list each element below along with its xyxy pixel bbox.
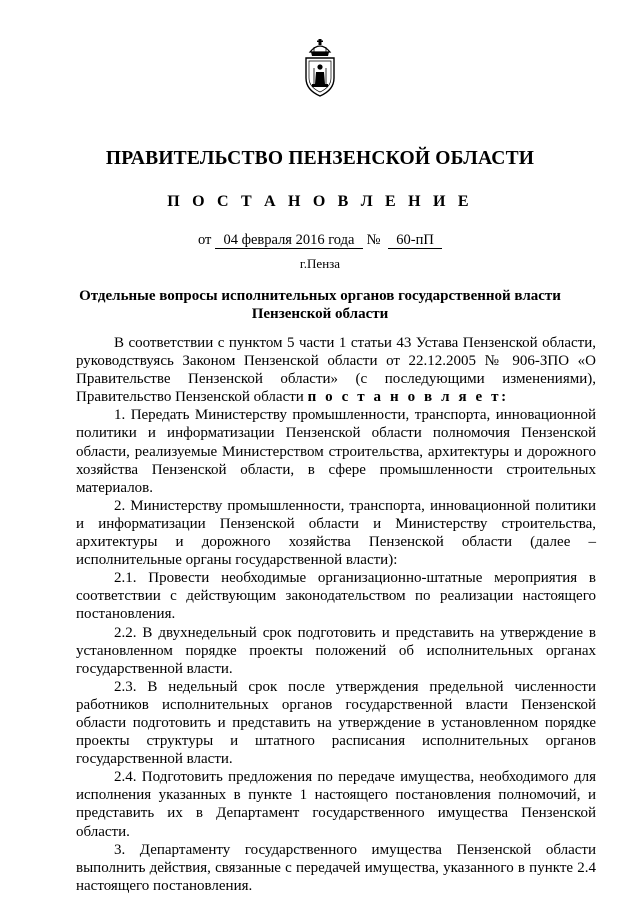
date-prefix: от <box>197 232 212 248</box>
paragraph-preamble <box>76 334 596 406</box>
document-number: 60-пП <box>388 232 442 249</box>
organization-title: ПРАВИТЕЛЬСТВО ПЕНЗЕНСКОЙ ОБЛАСТИ <box>105 148 535 169</box>
paragraph-2-2: 2.2. В двухнедельный срок подготовить и представить на утверждение в установленном порядке проекты положений об исполнительных органах государственной власти. <box>76 624 596 677</box>
paragraph-2-1: 2.1. Провести необходимые организационно-штатные мероприятия в соответствии с действующим законодательством по реализации настоящего постановления. <box>76 570 596 623</box>
document-city: г.Пенза <box>299 256 341 271</box>
paragraph-3: 3. Департаменту государственного имущества Пензенской области выполнить действия, связанные с передачей имущества, указанного в пункте 2.4 настоящего постановления. <box>76 841 596 894</box>
subject-line-1: Отдельные вопросы исполнительных органов государственной власти <box>79 288 561 304</box>
document-type-title: П О С Т А Н О В Л Е Н И Е <box>167 193 473 210</box>
preamble-text: В соответствии с пунктом 5 части 1 статьи 43 Устава Пензенской области, руководствуясь Законом Пензенской области от 22.12.2005 № 906-ЗПО «О Правительстве Пензенской области» (с последующими изменениями), Правительство Пензенской области <box>76 335 596 406</box>
paragraph-2: 2. Министерству промышленности, транспорта, инновационной политики и информатизации Пензенской области и Министерству строительства, архитектуры и дорожного хозяйства Пензенской области (далее – исполнительные органы государственной власти): <box>76 497 596 569</box>
paragraph-1: 1. Передать Министерству промышленности, транспорта, инновационной политики и информатизации Пензенской области полномочия Пензенской области, реализуемые Министерством строительства, архитектуры и дорожного хозяйства Пензенской области, в сфере промышленности строительных материалов. <box>76 407 596 496</box>
paragraph-2-3: 2.3. В недельный срок после утверждения предельной численности работников исполнительных органов государственной власти Пензенской области подготовить и представить на утверждение в установленном порядке проекты структуры и штатного расписания исполнительных органов государственной власти. <box>76 678 596 768</box>
decree-word: п о с т а н о в л я е т: <box>307 389 509 406</box>
number-label: № <box>366 232 381 248</box>
coat-of-arms-icon <box>302 38 338 98</box>
subject-line-2: Пензенской области <box>251 306 389 322</box>
date-number-line <box>0 232 640 249</box>
document-body <box>76 334 596 895</box>
document-subject <box>78 287 562 323</box>
paragraph-2-4: 2.4. Подготовить предложения по передаче имущества, необходимого для исполнения указанных в пункте 1 настоящего постановления полномочий, и представить их в Департамент государственного имущества Пензенской области. <box>76 769 596 840</box>
document-date: 04 февраля 2016 года <box>215 232 363 249</box>
